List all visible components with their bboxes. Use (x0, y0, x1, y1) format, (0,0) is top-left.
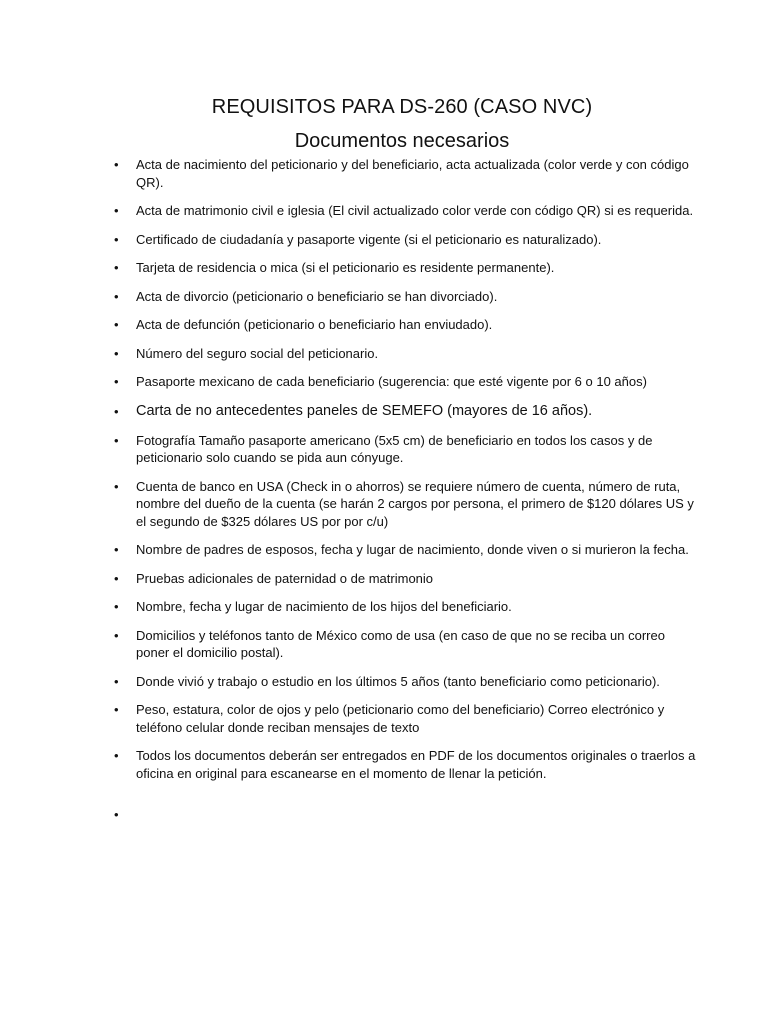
list-item-text: Tarjeta de residencia o mica (si el peticionario es residente permanente). (136, 260, 555, 275)
bullet-icon: • (114, 231, 119, 247)
list-item-text: Acta de matrimonio civil e iglesia (El civil actualizado color verde con código QR) si es requerida. (136, 203, 694, 218)
list-item (114, 570, 698, 588)
list-item (114, 747, 698, 782)
list-item (114, 316, 698, 334)
list-item-text: Pruebas adicionales de paternidad o de matrimonio (136, 570, 434, 586)
list-item (114, 259, 698, 277)
list-item-text: Nombre de padres de esposos, fecha y lugar de nacimiento, donde viven o si murieron la fecha. (136, 542, 689, 557)
list-item-text: Pasaporte mexicano de cada beneficiario (sugerencia: que esté vigente por 6 o 10 años) (136, 374, 647, 389)
bullet-icon: • (114, 748, 119, 763)
bullet-icon: • (114, 599, 119, 614)
list-item (114, 673, 698, 691)
bullet-icon: • (114, 203, 119, 218)
list-item-text: Acta de divorcio (peticionario o beneficiario se han divorciado). (136, 288, 498, 304)
bullet-icon: • (114, 570, 119, 586)
page-subtitle: Documentos necesarios (294, 130, 510, 152)
list-item (114, 598, 698, 616)
bullet-icon: • (114, 432, 119, 448)
list-item (114, 541, 698, 559)
bullet-icon: • (114, 403, 119, 419)
bullet-icon: • (114, 702, 119, 717)
list-item (114, 202, 698, 220)
list-item-empty (114, 806, 698, 824)
list-item-text: Cuenta de banco en USA (Check in o ahorros) se requiere número de cuenta, número de ruta, nombre del dueño de la cuenta (se harán 2 cargos por persona, el primero de $120 dólares US y el segundo de $325 dólares US por por c/u) (136, 478, 694, 529)
list-item (114, 432, 698, 467)
bullet-icon: • (114, 157, 119, 172)
list-item (114, 345, 698, 363)
bullet-icon: • (114, 478, 119, 494)
list-item (114, 402, 698, 421)
bullet-icon: • (114, 673, 119, 689)
bullet-icon: • (114, 288, 119, 304)
list-item (114, 156, 698, 191)
page-title: REQUISITOS PARA DS-260 (CASO NVC) (211, 96, 593, 118)
list-item (114, 231, 698, 249)
list-item-text: Todos los documentos deberán ser entregados en PDF de los documentos originales o traerlos a oficina en original para escanearse en el momento de llenar la petición. (136, 748, 696, 781)
bullet-icon: • (114, 260, 119, 275)
list-item-text: Certificado de ciudadanía y pasaporte vigente (si el peticionario es naturalizado). (136, 231, 602, 247)
list-item (114, 701, 698, 736)
requirements-list (114, 156, 698, 824)
list-item-text: Número del seguro social del peticionario. (136, 345, 379, 361)
bullet-icon: • (114, 345, 119, 361)
list-item-text: Domicilios y teléfonos tanto de México como de usa (en caso de que no se reciba un correo poner el domicilio postal). (136, 627, 665, 660)
list-item-text: Fotografía Tamaño pasaporte americano (5x5 cm) de beneficiario en todos los casos y de peticionario solo cuando se pida aun cónyuge. (136, 432, 653, 465)
list-item (114, 373, 698, 391)
list-item-text: Acta de defunción (peticionario o beneficiario han enviudado). (136, 317, 493, 332)
list-item-text: Nombre, fecha y lugar de nacimiento de los hijos del beneficiario. (136, 599, 512, 614)
bullet-icon: • (114, 627, 119, 643)
bullet-icon: • (114, 807, 119, 822)
list-item (114, 288, 698, 306)
list-item (114, 627, 698, 662)
list-item-text: Peso, estatura, color de ojos y pelo (peticionario como del beneficiario) Correo electrónico y teléfono celular donde reciban mensajes de texto (136, 702, 665, 735)
list-item-text: Donde vivió y trabajo o estudio en los últimos 5 años (tanto beneficiario como peticionario). (136, 673, 660, 689)
list-item-text: Carta de no antecedentes paneles de SEMEFO (mayores de 16 años). (136, 402, 593, 419)
bullet-icon: • (114, 317, 119, 332)
list-item-text: Acta de nacimiento del peticionario y del beneficiario, acta actualizada (color verde y con código QR). (136, 157, 689, 190)
bullet-icon: • (114, 542, 119, 557)
bullet-icon: • (114, 374, 119, 389)
list-item (114, 478, 698, 531)
